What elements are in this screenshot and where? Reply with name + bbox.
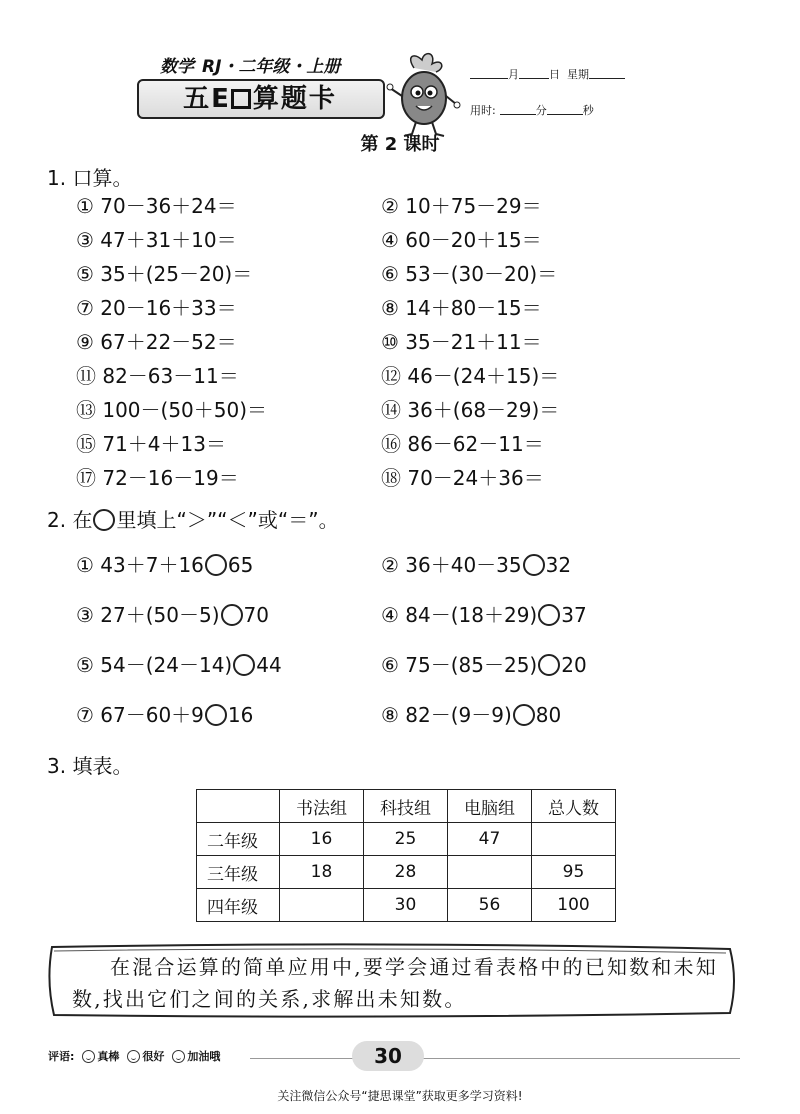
table-row (197, 889, 616, 922)
compare-item-4: ④ 84－(18＋29) 37 (381, 603, 587, 627)
calc-item-14: ⑭ 36＋(68－29)＝ (381, 398, 560, 422)
table-corner (197, 790, 280, 823)
table-cell-blank[interactable] (280, 889, 364, 922)
answer-circle[interactable] (523, 554, 545, 576)
smile-face-icon (82, 1050, 95, 1063)
table-row (197, 856, 616, 889)
answer-circle[interactable] (538, 604, 560, 626)
answer-circle[interactable] (205, 554, 227, 576)
calc-item-4: ④ 60－20＋15＝ (381, 228, 542, 252)
table-cell: 16 (280, 823, 364, 856)
footer-note: 关注微信公众号“捷思课堂”获取更多学习资料! (277, 1089, 523, 1103)
answer-circle[interactable] (205, 704, 227, 726)
evaluation-row: 评语: 真棒 很好 加油哦 (48, 1050, 221, 1063)
calc-item-1: ① 70－36＋24＝ (76, 194, 237, 218)
row-label: 四年级 (197, 889, 280, 922)
compare-item-1: ① 43＋7＋16 65 (76, 553, 254, 577)
tip-text: 在混合运算的简单应用中,要学会通过看表格中的已知数和未知数,找出它们之间的关系,求解出未知数。 (72, 955, 718, 1011)
table-cell: 25 (364, 823, 448, 856)
time-line: 用时: 分 秒 (470, 104, 594, 117)
table-cell: 28 (364, 856, 448, 889)
table-header: 电脑组 (448, 790, 532, 823)
footer-divider (250, 1058, 740, 1059)
calc-item-9: ⑨ 67＋22－52＝ (76, 330, 237, 354)
calc-item-13: ⑬ 100－(50＋50)＝ (76, 398, 268, 422)
answer-circle[interactable] (233, 654, 255, 676)
calc-item-7: ⑦ 20－16＋33＝ (76, 296, 237, 320)
table-header-row (197, 790, 616, 823)
calc-item-5: ⑤ 35＋(25－20)＝ (76, 262, 253, 286)
date-line: 月 日 星期 (470, 66, 625, 82)
calc-item-17: ⑰ 72－16－19＝ (76, 466, 239, 490)
mouth-box-icon (231, 89, 251, 109)
table-cell: 18 (280, 856, 364, 889)
banner-word-card: 算题卡 (252, 84, 337, 114)
smile-face-icon (172, 1050, 185, 1063)
section-2-title: 2. 在 里填上“＞”“＜”或“＝”。 (47, 508, 339, 532)
calc-item-18: ⑱ 70－24＋36＝ (381, 466, 544, 490)
table-cell: 95 (532, 856, 616, 889)
table-header: 书法组 (280, 790, 364, 823)
table-header: 科技组 (364, 790, 448, 823)
table-cell: 100 (532, 889, 616, 922)
compare-item-2: ② 36＋40－35 32 (381, 553, 572, 577)
calc-item-10: ⑩ 35－21＋11＝ (381, 330, 542, 354)
table-cell-blank[interactable] (448, 856, 532, 889)
fill-table (196, 789, 616, 922)
section-3-title: 3. 填表。 (47, 754, 133, 778)
series-info (160, 52, 340, 77)
table-header: 总人数 (532, 790, 616, 823)
calc-item-2: ② 10＋75－29＝ (381, 194, 542, 218)
compare-item-6: ⑥ 75－(85－25) 20 (381, 653, 587, 677)
row-label: 二年级 (197, 823, 280, 856)
table-cell-blank[interactable] (532, 823, 616, 856)
table-cell: 56 (448, 889, 532, 922)
banner-word-five: 五 (183, 84, 212, 114)
compare-item-3: ③ 27＋(50－5) 70 (76, 603, 269, 627)
blank-circle-icon (93, 509, 115, 531)
table-cell: 47 (448, 823, 532, 856)
calc-item-16: ⑯ 86－62－11＝ (381, 432, 544, 456)
calc-item-8: ⑧ 14＋80－15＝ (381, 296, 542, 320)
smile-face-icon (127, 1050, 140, 1063)
calc-item-6: ⑥ 53－(30－20)＝ (381, 262, 558, 286)
compare-item-7: ⑦ 67－60＋9 16 (76, 703, 254, 727)
section-1-title: 1. 口算。 (47, 166, 133, 190)
mascot-icon (384, 50, 464, 140)
calc-item-15: ⑮ 71＋4＋13＝ (76, 432, 226, 456)
table-cell: 30 (364, 889, 448, 922)
compare-item-5: ⑤ 54－(24－14) 44 (76, 653, 282, 677)
page-number: 30 (374, 1044, 402, 1068)
answer-circle[interactable] (513, 704, 535, 726)
row-label: 三年级 (197, 856, 280, 889)
calc-item-3: ③ 47＋31＋10＝ (76, 228, 237, 252)
table-row (197, 823, 616, 856)
answer-circle[interactable] (538, 654, 560, 676)
compare-item-8: ⑧ 82－(9－9) 80 (381, 703, 562, 727)
lesson-title: 第 2 课时 (360, 134, 440, 155)
answer-circle[interactable] (221, 604, 243, 626)
title-banner-text (145, 82, 375, 116)
subject-label: 数学 (160, 57, 194, 77)
series-text: RJ・二年级・上册 (202, 57, 341, 77)
banner-letter-e: E (211, 84, 231, 114)
calc-item-12: ⑫ 46－(24＋15)＝ (381, 364, 560, 388)
calc-item-11: ⑪ 82－63－11＝ (76, 364, 239, 388)
